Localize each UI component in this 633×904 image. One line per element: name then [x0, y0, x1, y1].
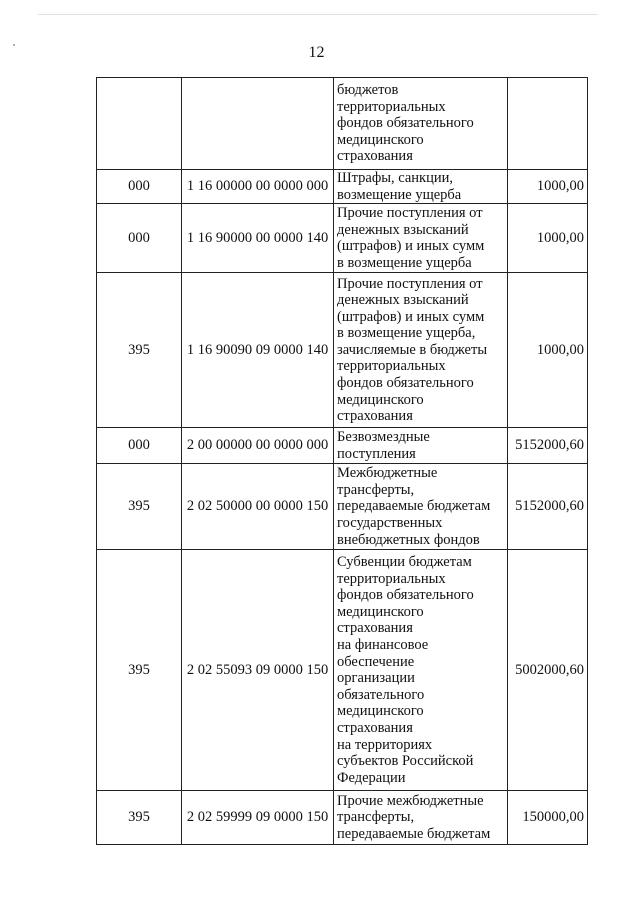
- amount-cell: 5152000,60: [508, 428, 588, 464]
- table-row: [97, 78, 588, 170]
- admin-code-cell: 000: [97, 170, 182, 204]
- revenue-name-cell: Прочие межбюджетные трансферты, передаваемые бюджетам: [334, 791, 508, 845]
- kbk-code-cell: 1 16 90000 00 0000 140: [182, 204, 334, 273]
- revenue-name-cell: бюджетов территориальных фондов обязательного медицинского страхования: [334, 78, 508, 170]
- table-row: [97, 550, 588, 791]
- budget-revenue-table: [96, 77, 588, 845]
- scan-artifact-top: [38, 14, 598, 15]
- kbk-code-cell: 1 16 00000 00 0000 000: [182, 170, 334, 204]
- kbk-code-cell: 2 02 50000 00 0000 150: [182, 464, 334, 550]
- amount-cell: 1000,00: [508, 170, 588, 204]
- table-row: [97, 273, 588, 428]
- kbk-code-cell: 2 02 59999 09 0000 150: [182, 791, 334, 845]
- table-row: [97, 170, 588, 204]
- amount-cell: 5152000,60: [508, 464, 588, 550]
- revenue-name-cell: Прочие поступления от денежных взысканий (штрафов) и иных сумм в возмещение ущерба, зачисляемые в бюджеты территориальных фондов обязательного медицинского страхования: [334, 273, 508, 428]
- table-row: [97, 791, 588, 845]
- revenue-name-cell: Прочие поступления от денежных взысканий (штрафов) и иных сумм в возмещение ущерба: [334, 204, 508, 273]
- amount-cell: [508, 78, 588, 170]
- page-number: 12: [308, 44, 325, 61]
- admin-code-cell: 000: [97, 204, 182, 273]
- admin-code-cell: 395: [97, 791, 182, 845]
- kbk-code-cell: 2 02 55093 09 0000 150: [182, 550, 334, 791]
- table-row: [97, 464, 588, 550]
- table-row: [97, 204, 588, 273]
- amount-cell: 1000,00: [508, 273, 588, 428]
- amount-cell: 150000,00: [508, 791, 588, 845]
- revenue-name-cell: Межбюджетные трансферты, передаваемые бюджетам государственных внебюджетных фондов: [334, 464, 508, 550]
- amount-cell: 1000,00: [508, 204, 588, 273]
- admin-code-cell: 000: [97, 428, 182, 464]
- admin-code-cell: 395: [97, 273, 182, 428]
- kbk-code-cell: [182, 78, 334, 170]
- revenue-name-cell: Штрафы, санкции, возмещение ущерба: [334, 170, 508, 204]
- admin-code-cell: 395: [97, 464, 182, 550]
- revenue-name-cell: Безвозмездные поступления: [334, 428, 508, 464]
- kbk-code-cell: 2 00 00000 00 0000 000: [182, 428, 334, 464]
- kbk-code-cell: 1 16 90090 09 0000 140: [182, 273, 334, 428]
- admin-code-cell: [97, 78, 182, 170]
- admin-code-cell: 395: [97, 550, 182, 791]
- amount-cell: 5002000,60: [508, 550, 588, 791]
- table-row: [97, 428, 588, 464]
- revenue-name-cell: Субвенции бюджетам территориальных фондов обязательного медицинского страхования на финансовое обеспечение организации обязательного медицинского страхования на территориях субъектов Российской Федерации: [334, 550, 508, 791]
